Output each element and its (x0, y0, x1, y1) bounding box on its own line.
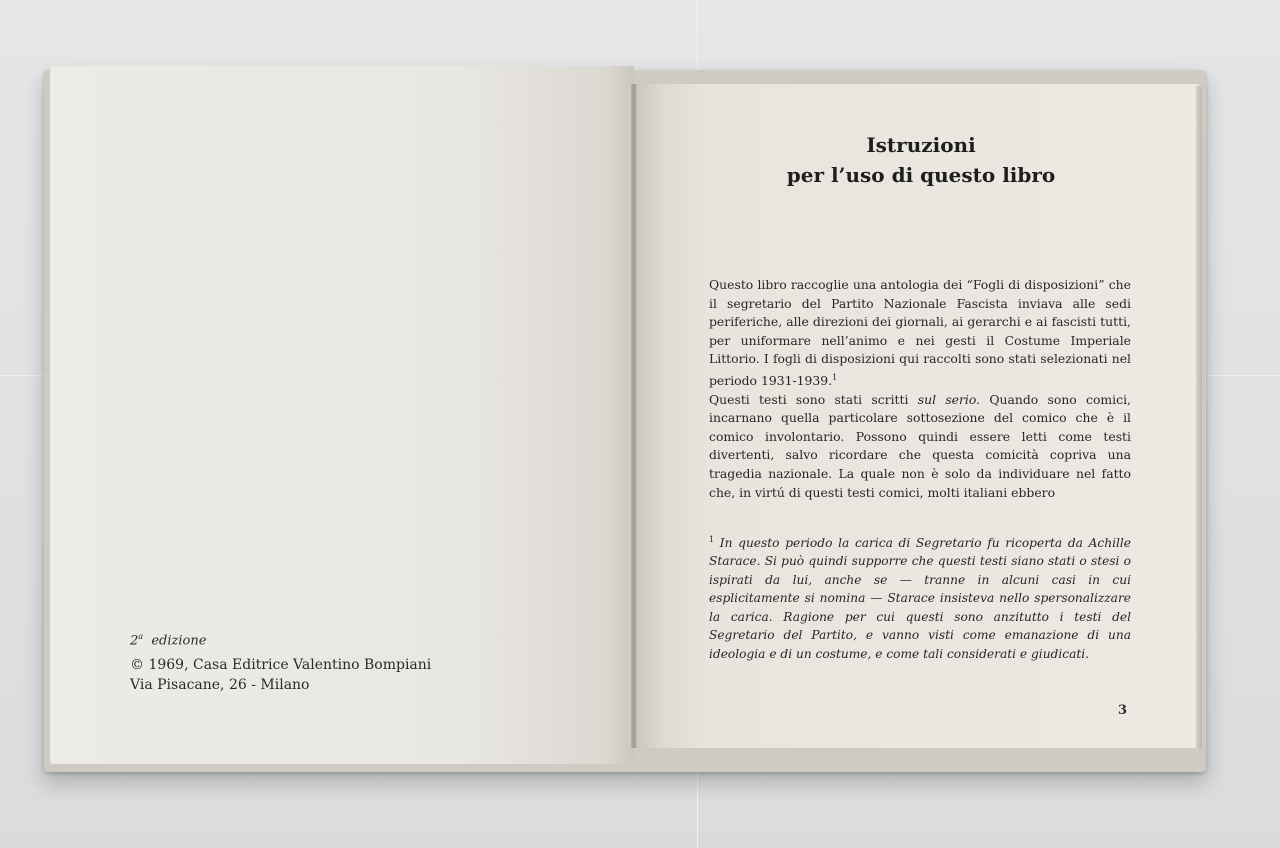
edition-line (130, 627, 470, 651)
body-text (709, 276, 1131, 502)
paragraph-2-end: Quando sono comici, incarnano quella particolare sottosezione del comico che è il comico involontario. Possono quindi essere letti come testi divertenti, salvo ricordare che questa comicità copriva una tragedia nazionale. La quale non è solo da individuare nel fatto che, in virtú di questi testi comici, molti italiani ebbero (709, 391, 1131, 500)
title-line-1: Istruzioni (866, 133, 976, 157)
paragraph-2-italic: sul serio. (917, 391, 981, 407)
paragraph-1-text: Questo libro raccoglie una antologia dei “Fogli di disposizioni” che il segretario del Partito Nazionale Fascista inviava alle sedi periferiche, alle direzioni dei giornali, ai gerarchi e ai fascisti tutti, per uniformare nell’animo e nei gesti il Costume Imperiale Littorio. I fogli di disposizioni qui raccolti sono stati selezionati nel periodo 1931-1939. (709, 277, 1131, 389)
title-line-2: per l’uso di questo libro (786, 163, 1056, 187)
paragraph-1 (709, 276, 1131, 391)
footnote-marker: 1 (709, 535, 715, 544)
book-spine (631, 84, 637, 748)
footnote (709, 531, 1131, 663)
copyright-line: © 1969, Casa Editrice Valentino Bompiani (130, 657, 432, 674)
footnote-reference: 1 (832, 372, 838, 382)
footnote-text: In questo periodo la carica di Segretario fu ricoperta da Achille Starace. Si può quindi supporre che questi testi siano stati o stesi o ispirati da lui, anche se — tranne in alcuni casi in cui esplicitamente si nomina — Starace insisteva nello spersonalizzare la carica. Ragione per cui questi sono anzitutto i testi del Segretario del Partito, e vanno visti come emanazione di una ideologia e di un costume, e come tali considerati e giudicati. (709, 536, 1132, 661)
address-line: Via Pisacane, 26 - Milano (130, 677, 310, 694)
edition-suffix: a (138, 632, 144, 641)
page-stack-edge (1196, 86, 1202, 750)
colophon (130, 627, 470, 695)
edition-number: 2 (130, 633, 139, 649)
edition-word: edizione (151, 633, 207, 649)
page-number: 3 (1118, 703, 1128, 718)
paragraph-2-start: Questi testi sono stati scritti (709, 391, 918, 407)
chapter-title (700, 130, 1142, 190)
paragraph-2 (709, 391, 1131, 503)
